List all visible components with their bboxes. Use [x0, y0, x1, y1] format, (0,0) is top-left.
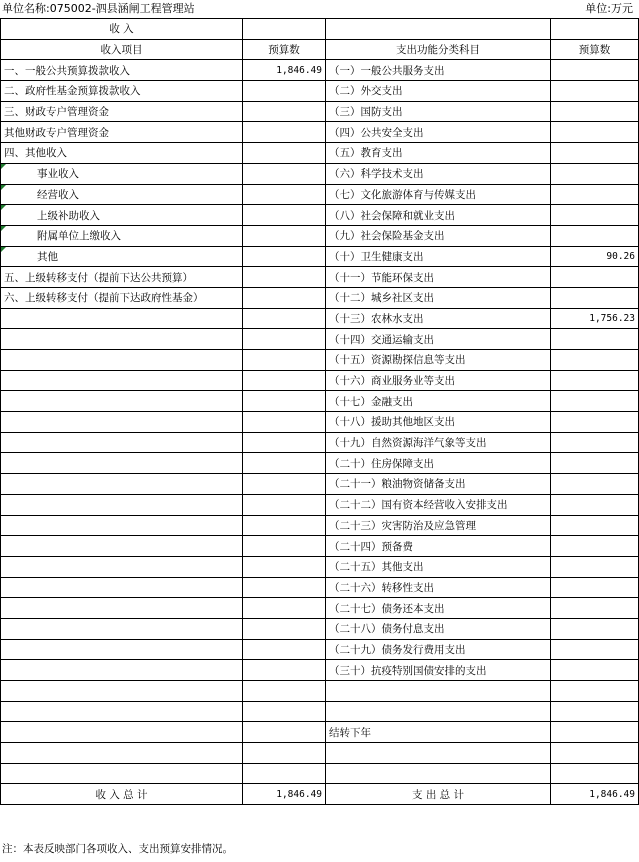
table-row	[1, 474, 639, 495]
income-amount-cell: 1,846.49	[243, 60, 326, 81]
expense-amount-cell	[551, 743, 639, 764]
table-row	[1, 722, 639, 743]
table-row	[1, 577, 639, 598]
income-amount-cell	[243, 556, 326, 577]
table-row	[1, 681, 639, 702]
table-row	[1, 556, 639, 577]
expense-amount-cell: 90.26	[551, 246, 639, 267]
income-item-cell	[1, 763, 243, 784]
expense-item-cell	[326, 743, 551, 764]
expense-amount-cell	[551, 287, 639, 308]
table-row	[1, 391, 639, 412]
income-item-cell	[1, 598, 243, 619]
table-row	[1, 101, 639, 122]
income-group-header: 收 入	[1, 19, 243, 40]
table-row	[1, 163, 639, 184]
expense-item-cell: （二十九）债务发行费用支出	[326, 639, 551, 660]
expense-item-cell: （二十一）粮油物资储备支出	[326, 474, 551, 495]
expense-amount-cell	[551, 60, 639, 81]
income-amount-cell	[243, 618, 326, 639]
income-item-cell: 五、上级转移支付（提前下达公共预算）	[1, 267, 243, 288]
table-row	[1, 143, 639, 164]
income-item-cell	[1, 350, 243, 371]
income-amount-cell	[243, 494, 326, 515]
income-amount-cell	[243, 515, 326, 536]
income-item-cell: 六、上级转移支付（提前下达政府性基金）	[1, 287, 243, 308]
income-item-cell	[1, 494, 243, 515]
expense-item-cell	[326, 701, 551, 722]
income-amount-cell	[243, 184, 326, 205]
income-amount-cell	[243, 577, 326, 598]
income-amount-cell	[243, 474, 326, 495]
expense-item-cell: （八）社会保障和就业支出	[326, 205, 551, 226]
income-item-label: 事业收入	[37, 168, 79, 181]
table-row	[1, 598, 639, 619]
expense-amount-cell	[551, 660, 639, 681]
income-amount-cell	[243, 101, 326, 122]
expense-amount-cell	[551, 453, 639, 474]
expense-item-cell: （十七）金融支出	[326, 391, 551, 412]
income-item-cell	[1, 391, 243, 412]
income-amount-cell	[243, 163, 326, 184]
income-amount-cell	[243, 701, 326, 722]
income-amount-cell	[243, 763, 326, 784]
total-income: 1,846.49	[243, 784, 326, 805]
income-item-cell	[1, 474, 243, 495]
expense-item-cell: （二十三）灾害防治及应急管理	[326, 515, 551, 536]
expense-amount-cell	[551, 432, 639, 453]
budget-table	[0, 18, 639, 805]
expense-item-cell: （十五）资源勘探信息等支出	[326, 350, 551, 371]
income-item-cell	[1, 163, 243, 184]
income-item-cell	[1, 618, 243, 639]
expense-item-cell: （二十四）预备费	[326, 536, 551, 557]
group-header-row	[1, 19, 639, 40]
cell-comment-marker-icon	[1, 247, 6, 252]
expense-amount-cell	[551, 494, 639, 515]
cell-comment-marker-icon	[1, 164, 6, 169]
expense-amount-cell	[551, 329, 639, 350]
total-row	[1, 784, 639, 805]
income-amount-cell	[243, 246, 326, 267]
cell-comment-marker-icon	[1, 205, 6, 210]
expense-item-cell: （十八）援助其他地区支出	[326, 412, 551, 433]
expense-item-cell: （十二）城乡社区支出	[326, 287, 551, 308]
expense-amount-cell	[551, 474, 639, 495]
table-row	[1, 660, 639, 681]
expense-item-cell: （十）卫生健康支出	[326, 246, 551, 267]
expense-item-cell: （六）科学技术支出	[326, 163, 551, 184]
expense-amount-cell	[551, 681, 639, 702]
col-budget-2: 预算数	[551, 39, 639, 60]
income-item-cell	[1, 453, 243, 474]
income-amount-cell	[243, 81, 326, 102]
expense-item-cell: （二十六）转移性支出	[326, 577, 551, 598]
income-item-cell	[1, 536, 243, 557]
table-row	[1, 494, 639, 515]
income-item-cell	[1, 184, 243, 205]
income-item-label: 其他	[37, 250, 58, 263]
expense-amount-cell	[551, 412, 639, 433]
expense-item-cell: （三十）抗疫特别国债安排的支出	[326, 660, 551, 681]
table-row	[1, 412, 639, 433]
table-row	[1, 308, 639, 329]
table-row	[1, 743, 639, 764]
expense-amount-cell	[551, 184, 639, 205]
table-row	[1, 267, 639, 288]
table-row	[1, 618, 639, 639]
income-item-cell	[1, 681, 243, 702]
income-amount-cell	[243, 122, 326, 143]
income-item-label: 经营收入	[37, 188, 79, 201]
total-income-label: 收 入 总 计	[1, 784, 243, 805]
expense-amount-cell	[551, 267, 639, 288]
expense-amount-cell	[551, 515, 639, 536]
income-amount-cell	[243, 598, 326, 619]
table-row	[1, 453, 639, 474]
income-item-cell	[1, 577, 243, 598]
income-item-cell: 三、财政专户管理资金	[1, 101, 243, 122]
expense-amount-cell	[551, 598, 639, 619]
expense-item-cell: （十三）农林水支出	[326, 308, 551, 329]
income-amount-cell	[243, 639, 326, 660]
income-item-label: 附属单位上缴收入	[37, 230, 121, 243]
expense-amount-cell	[551, 101, 639, 122]
expense-item-cell: （五）教育支出	[326, 143, 551, 164]
income-amount-cell	[243, 722, 326, 743]
income-item-cell	[1, 743, 243, 764]
income-item-cell	[1, 205, 243, 226]
table-row	[1, 639, 639, 660]
cell-comment-marker-icon	[1, 185, 6, 190]
income-item-cell	[1, 329, 243, 350]
expense-item-cell: （四）公共安全支出	[326, 122, 551, 143]
expense-amount-cell	[551, 618, 639, 639]
income-item-cell	[1, 246, 243, 267]
table-row	[1, 205, 639, 226]
expense-amount-cell	[551, 143, 639, 164]
table-row	[1, 81, 639, 102]
table-row	[1, 329, 639, 350]
table-row	[1, 60, 639, 81]
income-item-cell: 二、政府性基金预算拨款收入	[1, 81, 243, 102]
expense-item-cell: （二十二）国有资本经营收入安排支出	[326, 494, 551, 515]
empty-cell	[326, 19, 551, 40]
income-amount-cell	[243, 287, 326, 308]
table-body	[1, 60, 639, 784]
col-income-item: 收入项目	[1, 39, 243, 60]
income-amount-cell	[243, 412, 326, 433]
income-amount-cell	[243, 329, 326, 350]
income-amount-cell	[243, 267, 326, 288]
column-header-row	[1, 39, 639, 60]
table-row	[1, 370, 639, 391]
expense-amount-cell	[551, 556, 639, 577]
footnote: 注：本表反映部门各项收入、支出预算安排情况。	[2, 843, 233, 855]
income-item-cell: 其他财政专户管理资金	[1, 122, 243, 143]
income-amount-cell	[243, 225, 326, 246]
income-amount-cell	[243, 391, 326, 412]
table-row	[1, 184, 639, 205]
income-item-cell	[1, 639, 243, 660]
income-item-cell	[1, 515, 243, 536]
table-row	[1, 763, 639, 784]
income-amount-cell	[243, 743, 326, 764]
expense-item-cell	[326, 681, 551, 702]
expense-item-cell: （十六）商业服务业等支出	[326, 370, 551, 391]
income-item-cell	[1, 370, 243, 391]
expense-amount-cell	[551, 722, 639, 743]
expense-amount-cell	[551, 122, 639, 143]
income-amount-cell	[243, 536, 326, 557]
income-item-cell	[1, 556, 243, 577]
income-amount-cell	[243, 350, 326, 371]
income-item-cell	[1, 722, 243, 743]
table-row	[1, 701, 639, 722]
expense-amount-cell	[551, 205, 639, 226]
table-row	[1, 122, 639, 143]
income-item-label: 上级补助收入	[37, 209, 100, 222]
income-amount-cell	[243, 370, 326, 391]
income-item-cell	[1, 701, 243, 722]
income-amount-cell	[243, 660, 326, 681]
table-row	[1, 515, 639, 536]
expense-amount-cell	[551, 391, 639, 412]
income-amount-cell	[243, 453, 326, 474]
income-amount-cell	[243, 308, 326, 329]
expense-item-cell: （七）文化旅游体育与传媒支出	[326, 184, 551, 205]
expense-item-cell: （十一）节能环保支出	[326, 267, 551, 288]
expense-item-cell: （二十八）债务付息支出	[326, 618, 551, 639]
expense-amount-cell	[551, 701, 639, 722]
expense-item-cell: （十四）交通运输支出	[326, 329, 551, 350]
expense-amount-cell: 1,756.23	[551, 308, 639, 329]
income-item-cell: 四、其他收入	[1, 143, 243, 164]
table-row	[1, 246, 639, 267]
expense-item-cell: （三）国防支出	[326, 101, 551, 122]
income-item-cell	[1, 225, 243, 246]
expense-amount-cell	[551, 81, 639, 102]
expense-amount-cell	[551, 763, 639, 784]
expense-item-cell: 结转下年	[326, 722, 551, 743]
table-row	[1, 536, 639, 557]
table-row	[1, 350, 639, 371]
expense-item-cell: （二）外交支出	[326, 81, 551, 102]
unit-name: 单位名称:075002-泗县涵闸工程管理站	[2, 2, 195, 15]
income-amount-cell	[243, 143, 326, 164]
income-item-cell	[1, 432, 243, 453]
total-expense-label: 支 出 总 计	[326, 784, 551, 805]
total-expense: 1,846.49	[551, 784, 639, 805]
expense-amount-cell	[551, 225, 639, 246]
expense-amount-cell	[551, 577, 639, 598]
expense-amount-cell	[551, 536, 639, 557]
cell-comment-marker-icon	[1, 226, 6, 231]
expense-item-cell: （九）社会保险基金支出	[326, 225, 551, 246]
col-budget: 预算数	[243, 39, 326, 60]
col-expense-item: 支出功能分类科目	[326, 39, 551, 60]
income-amount-cell	[243, 205, 326, 226]
table-row	[1, 287, 639, 308]
income-item-cell	[1, 412, 243, 433]
expense-item-cell: （二十七）债务还本支出	[326, 598, 551, 619]
expense-item-cell: （十九）自然资源海洋气象等支出	[326, 432, 551, 453]
empty-cell	[243, 19, 326, 40]
expense-item-cell: （二十）住房保障支出	[326, 453, 551, 474]
expense-item-cell: （一）一般公共服务支出	[326, 60, 551, 81]
unit-label: 单位:万元	[585, 2, 633, 15]
expense-item-cell	[326, 763, 551, 784]
expense-amount-cell	[551, 163, 639, 184]
empty-cell	[551, 19, 639, 40]
income-item-cell	[1, 308, 243, 329]
table-row	[1, 225, 639, 246]
expense-amount-cell	[551, 350, 639, 371]
expense-item-cell: （二十五）其他支出	[326, 556, 551, 577]
income-amount-cell	[243, 681, 326, 702]
income-amount-cell	[243, 432, 326, 453]
expense-amount-cell	[551, 639, 639, 660]
table-row	[1, 432, 639, 453]
expense-amount-cell	[551, 370, 639, 391]
income-item-cell	[1, 660, 243, 681]
income-item-cell: 一、一般公共预算拨款收入	[1, 60, 243, 81]
